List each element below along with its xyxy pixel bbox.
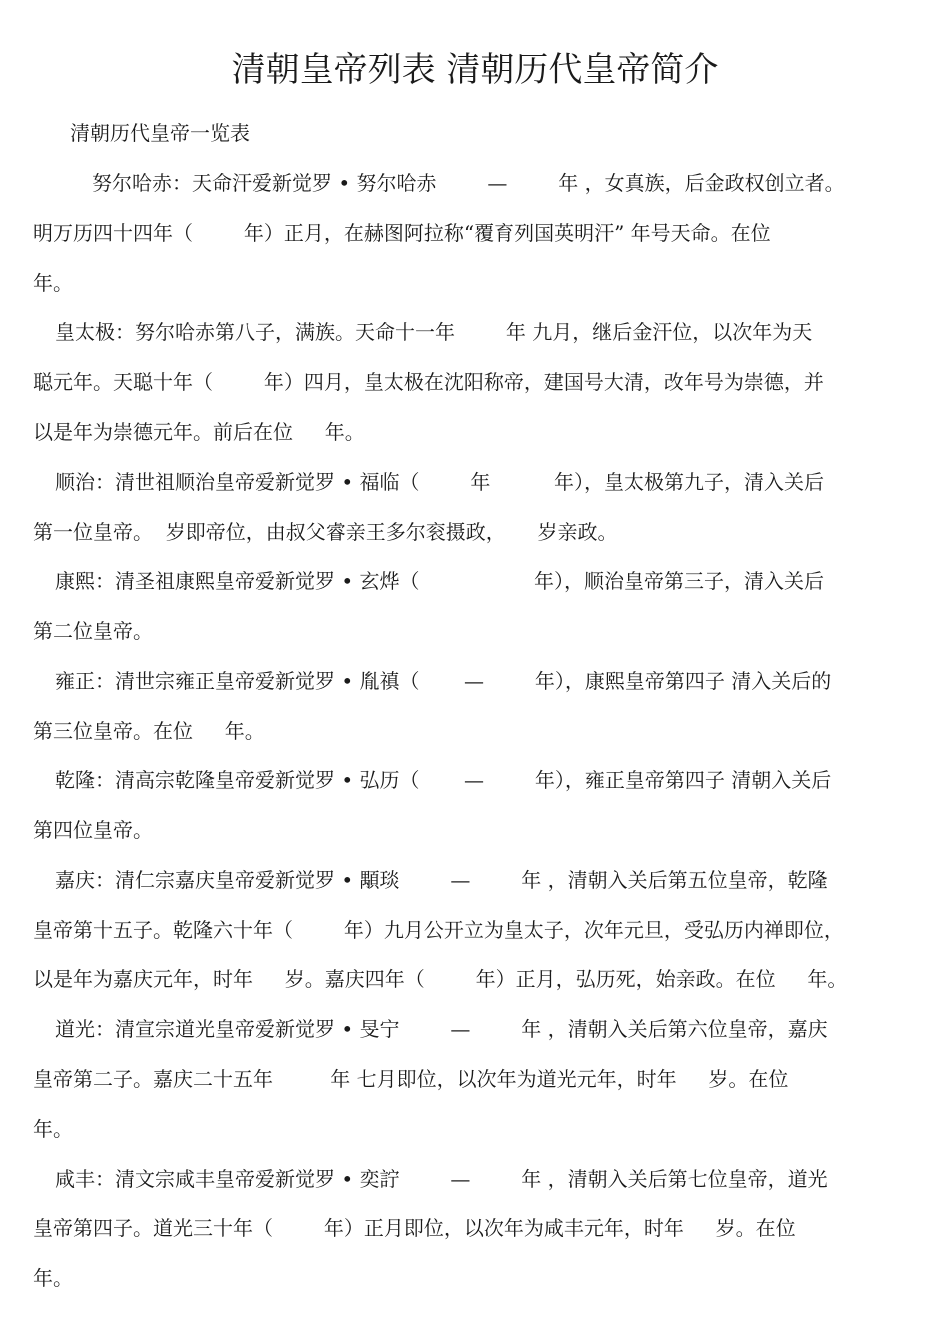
body-line: 第三位皇帝。在位 年。 [33,719,265,743]
body-line: 明万历四十四年（ 年）正月，在赫图阿拉称“覆育列国英明汗” 年号天命。在位 [33,221,771,245]
body-line: 聪元年。天聪十年（ 年）四月，皇太极在沈阳称帝，建国号大清，改年号为崇德，并 [33,370,824,394]
body-line: 年。 [33,271,73,295]
page-title: 清朝皇帝列表 清朝历代皇帝简介 [231,50,719,90]
body-line: 皇帝第二子。嘉庆二十五年 年 七月即位，以次年为道光元年，时年 岁。在位 [33,1067,789,1091]
body-line: 年。 [33,1117,73,1141]
body-line: 第二位皇帝。 [33,619,153,643]
body-line: 嘉庆：清仁宗嘉庆皇帝爱新觉罗 • 顒琰 — 年 ，清朝入关后第五位皇帝，乾隆 [55,868,828,892]
body-line: 乾隆：清高宗乾隆皇帝爱新觉罗 • 弘历（ — 年），雍正皇帝第四子 清朝入关后 [55,768,832,792]
body-line: 雍正：清世宗雍正皇帝爱新觉罗 • 胤禛（ — 年），康熙皇帝第四子 清入关后的 [55,669,832,693]
body-line: 第四位皇帝。 [33,818,153,842]
body-line: 咸丰：清文宗咸丰皇帝爱新觉罗 • 奕詝 — 年 ，清朝入关后第七位皇帝，道光 [55,1167,828,1191]
body-line: 顺治：清世祖顺治皇帝爱新觉罗 • 福临（ 年 年），皇太极第九子，清入关后 [55,470,824,494]
body-line: 以是年为崇德元年。前后在位 年。 [33,420,365,444]
body-line: 道光：清宣宗道光皇帝爱新觉罗 • 旻宁 — 年 ，清朝入关后第六位皇帝，嘉庆 [55,1017,828,1041]
body-line: 年。 [33,1266,73,1290]
body-line: 皇太极：努尔哈赤第八子，满族。天命十一年 年 九月，继后金汗位，以次年为天 [55,320,813,344]
section-heading: 清朝历代皇帝一览表 [70,121,250,145]
body-line: 第一位皇帝。 岁即帝位，由叔父睿亲王多尔衮摄政， 岁亲政。 [33,520,618,544]
body-line: 皇帝第四子。道光三十年（ 年）正月即位，以次年为咸丰元年，时年 岁。在位 [33,1216,796,1240]
body-line: 康熙：清圣祖康熙皇帝爱新觉罗 • 玄烨（ 年），顺治皇帝第三子，清入关后 [55,569,824,593]
body-line: 皇帝第十五子。乾隆六十年（ 年）九月公开立为皇太子，次年元旦，受弘历内禅即位， [33,918,844,942]
body-line: 努尔哈赤：天命汗爱新觉罗 • 努尔哈赤 — 年 ，女真族，后金政权创立者。 [92,171,845,195]
body-line: 以是年为嘉庆元年，时年 岁。嘉庆四年（ 年）正月，弘历死，始亲政。在位 年。 [33,967,848,991]
